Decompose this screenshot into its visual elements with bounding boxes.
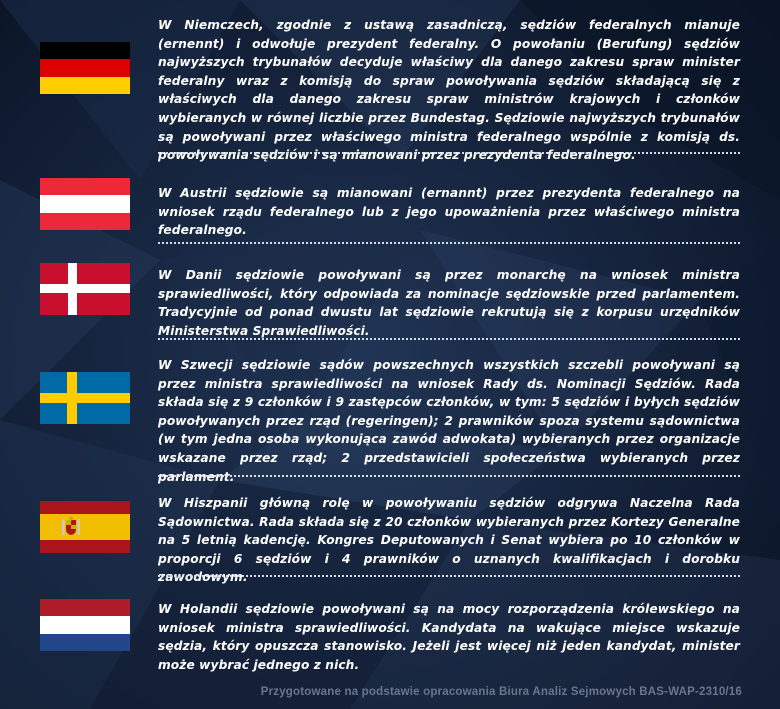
netherlands-flag-icon: [40, 599, 130, 651]
denmark-flag-icon: [40, 263, 130, 315]
denmark-text: W Danii sędziowie powoływani są przez monarchę na wniosek ministra sprawiedliwości, który odpowiada za nominacje sędziowskie przed parlamentem. Tradycyjnie od ponad dwustu lat sędziowie rekrutują się z korpusu urzędników Ministerstwa Sprawiedliwości.: [158, 268, 740, 338]
sweden-text: W Szwecji sędziowie sądów powszechnych wszystkich szczebli powoływani są przez ministra sprawiedliwości na wniosek Rady ds. Nominacji Sędziów. Rada składa się z 9 członków i 9 zastępców członków, w tym: 5 sędziów i byłych sędziów powoływanych przez rząd (regeringen); 2 prawników spoza systemu sądownictwa (w tym jedna osoba wykonująca zawód adwokata) wybieranych przez organizacje wskazane przez rząd; 2 przedstawicieli społeczeństwa wybieranych przez parlament.: [158, 358, 740, 484]
separator: [158, 242, 740, 244]
netherlands-text: W Holandii sędziowie powoływani są na mocy rozporządzenia królewskiego na wniosek ministra sprawiedliwości. Kandydata na wakujące miejsce wskazuje sędzia, który opuszcza stanowisko. Jeżeli jest więcej niż jeden kandydat, minister może wybrać jednego z nich.: [158, 602, 740, 672]
separator: [158, 575, 740, 577]
spain-text: W Hiszpanii główną rolę w powoływaniu sędziów odgrywa Naczelna Rada Sądownictwa. Rada składa się z 20 członków wybieranych przez Kortezy Generalne na 5 letnią kadencję. Kongres Deputowanych i Senat wybiera po 10 członków w proporcji 6 sędziów i 4 prawników o uznanych kwalifikacjach i dorobku zawodowym.: [158, 496, 740, 585]
spain-flag-icon: [40, 501, 130, 553]
austria-text: W Austrii sędziowie są mianowani (ernannt) przez prezydenta federalnego na wniosek rządu federalnego lub z jego upoważnienia przez właściwego ministra federalnego.: [158, 186, 740, 238]
source-footer: Przygotowane na podstawie opracowania Biura Analiz Sejmowych BAS-WAP-2310/16: [260, 686, 742, 698]
germany-flag-icon: [40, 42, 130, 94]
separator: [158, 338, 740, 340]
austria-flag-icon: [40, 178, 130, 230]
separator: [158, 475, 740, 477]
coat-of-arms-icon: [60, 516, 82, 538]
separator: [158, 152, 740, 154]
germany-text: W Niemczech, zgodnie z ustawą zasadniczą, sędziów federalnych mianuje (ernennt) i odwołuje prezydent federalny. O powołaniu (Berufung) sędziów najwyższych trybunałów decyduje właściwy dla danego zakresu spraw minister federalny wraz z komisją do spraw powoływania sędziów składającą się z właściwych dla danego zakresu spraw ministrów krajowych i członków wybieranych w równej liczbie przez Bundestag. Sędziowie najwyższych trybunałów są powoływani przez właściwego ministra federalnego wspólnie z komisją ds. powoływania sędziów i są mianowani przez prezydenta federalnego.: [158, 18, 740, 163]
sweden-flag-icon: [40, 372, 130, 424]
